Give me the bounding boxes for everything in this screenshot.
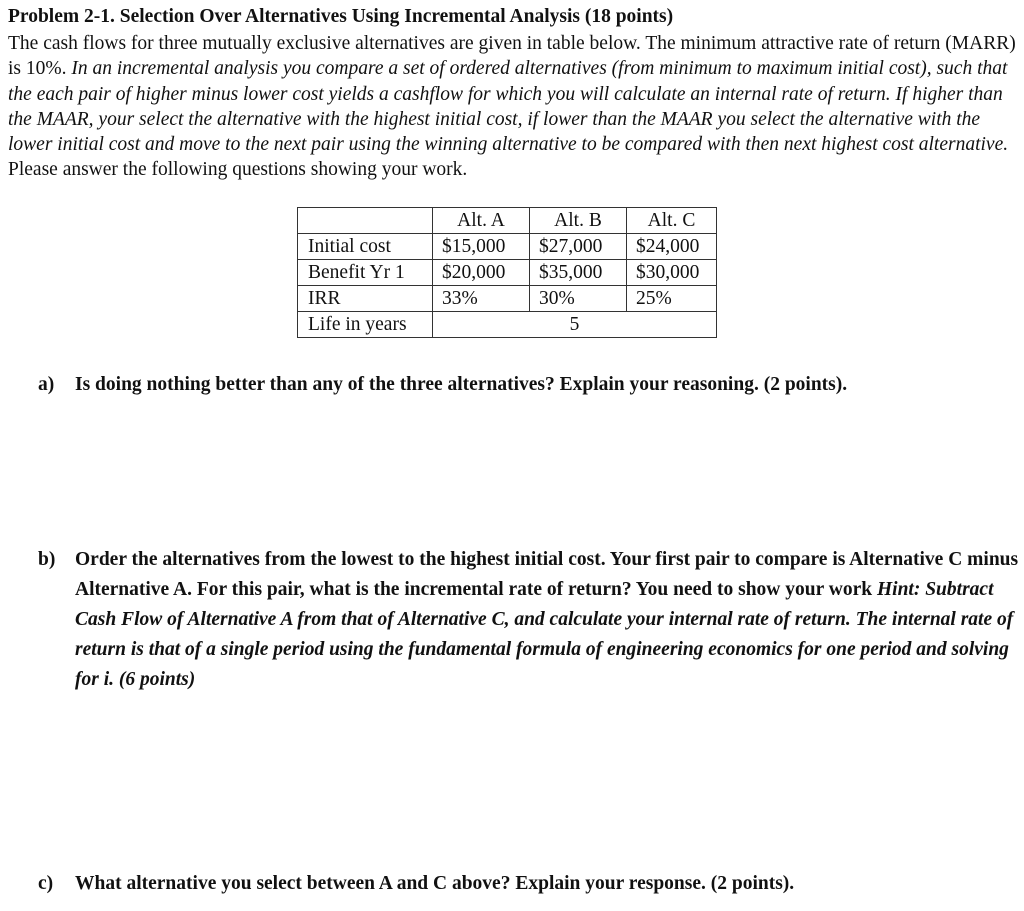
cell-value: $30,000 [627, 260, 717, 286]
cash-flow-table [297, 207, 717, 338]
cell-value: $15,000 [433, 234, 530, 260]
problem-intro [8, 31, 1016, 183]
row-label: Life in years [298, 312, 433, 338]
cell-value: $20,000 [433, 260, 530, 286]
life-value: 5 [433, 312, 717, 338]
question-label: a) [38, 374, 55, 395]
table-header-row [298, 208, 717, 234]
table-corner-cell [298, 208, 433, 234]
header-alt-b: Alt. B [530, 208, 627, 234]
question-text: What alternative you select between A and C above? Explain your response. (2 points). [75, 873, 795, 894]
intro-italic-text: In an incremental analysis you compare a set of ordered alternatives (from minimum to maximum initial cost), such that the each pair of higher minus lower cost yields a cashflow for which you will calculate an internal rate of return. If higher than the MAAR, your select the alternative with the highest initial cost, if lower than the MAAR you select the alternative with the lower initial cost and move to the next pair using the winning alternative to be compared with then next highest cost alternative. [8, 58, 1009, 156]
question-b [38, 545, 1020, 695]
row-label: Initial cost [298, 234, 433, 260]
table-row [298, 234, 717, 260]
question-hint-text: Hint: Subtract Cash Flow of Alternative A from that of Alternative C, and calculate your internal rate of return. The internal rate of return is that of a single period using the fundamental formula of engineering economics for one period and solving for i. (6 points) [75, 579, 1014, 690]
cell-value: 30% [530, 286, 627, 312]
table-row [298, 260, 717, 286]
instruction-text: Please answer the following questions showing your work. [8, 159, 468, 181]
row-label: Benefit Yr 1 [298, 260, 433, 286]
problem-title: Problem 2-1. Selection Over Alternatives Using Incremental Analysis (18 points) [8, 6, 674, 27]
cell-value: $24,000 [627, 234, 717, 260]
table-row [298, 286, 717, 312]
header-alt-a: Alt. A [433, 208, 530, 234]
cell-value: 25% [627, 286, 717, 312]
question-a [38, 370, 1020, 400]
cell-value: $35,000 [530, 260, 627, 286]
question-text [75, 545, 1020, 695]
question-c [38, 869, 1020, 899]
question-text: Is doing nothing better than any of the three alternatives? Explain your reasoning. (2 points). [75, 374, 848, 395]
cell-value: 33% [433, 286, 530, 312]
cell-value: $27,000 [530, 234, 627, 260]
question-bold-text: Order the alternatives from the lowest to the highest initial cost. Your first pair to compare is Alternative C minus Alternative A. For this pair, what is the incremental rate of return? You need to show your work [75, 549, 1019, 600]
row-label: IRR [298, 286, 433, 312]
intro-text: The cash flows for three mutually exclusive alternatives are given in table below. The minimum attractive rate of return (MARR) is 10%. [8, 33, 1016, 80]
header-alt-c: Alt. C [627, 208, 717, 234]
question-label: b) [38, 549, 56, 570]
question-label: c) [38, 873, 54, 894]
table-row-life [298, 312, 717, 338]
